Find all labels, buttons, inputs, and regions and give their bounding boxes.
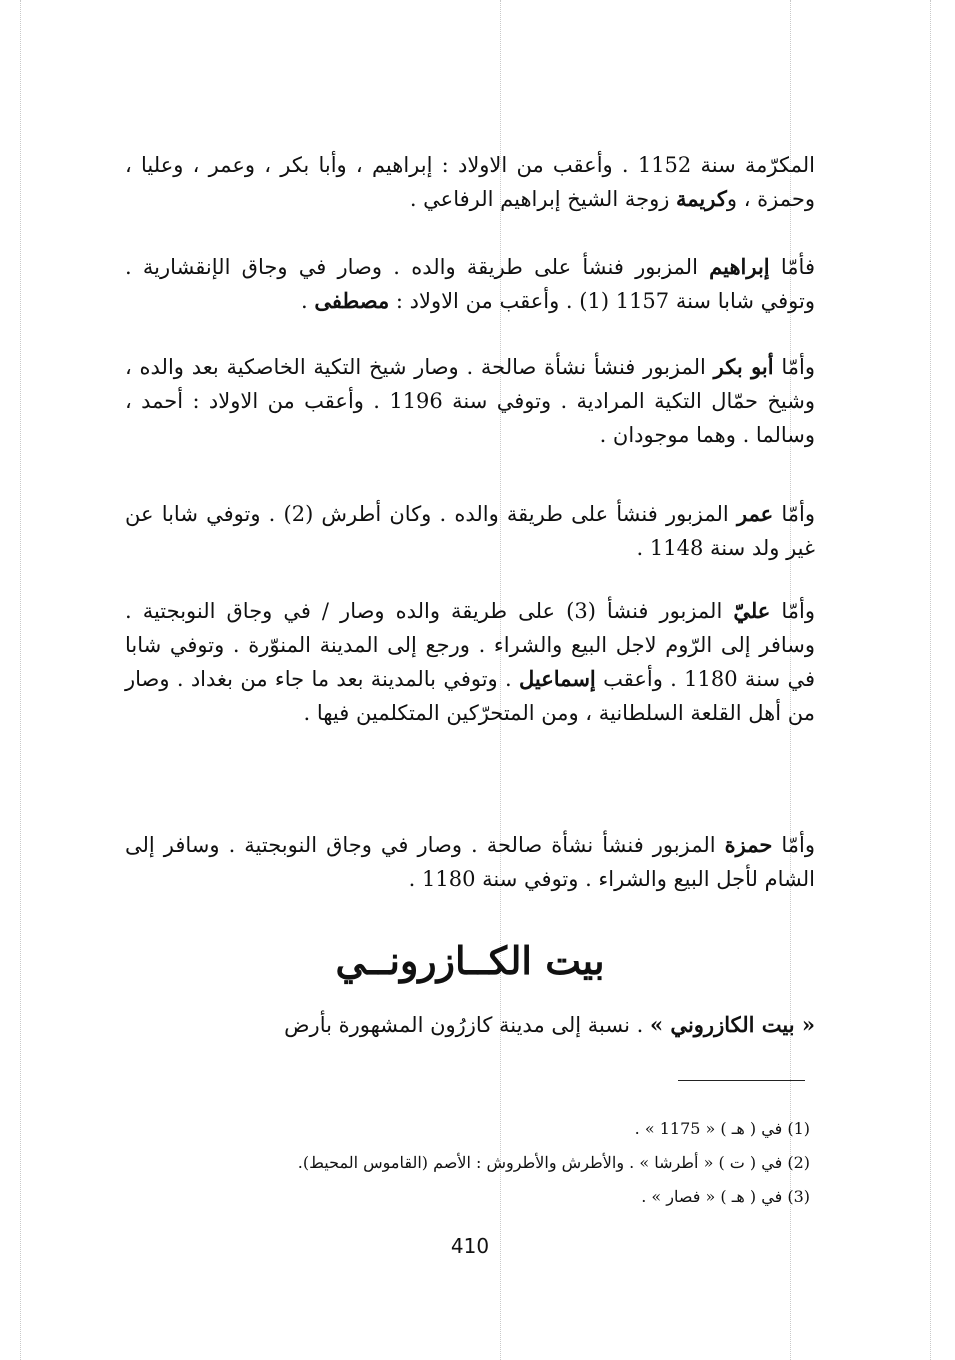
- bold-name: إبراهيم: [709, 254, 770, 279]
- text-run: زوجة الشيخ إبراهيم الرفاعي .: [409, 187, 677, 211]
- footnote-3: (3) في ( هـ ) « فصار » .: [641, 1187, 810, 1206]
- text-run: وأمّا: [773, 502, 815, 526]
- section-intro-text: [125, 1008, 815, 1042]
- text-run: . وتوفي بالمدينة بعد ما جاء من بغداد . وصار من أهل القلعة السلطانية ، ومن المتحرّكين المتكلمين فيها .: [125, 667, 815, 725]
- paragraph-4: [125, 497, 815, 565]
- bold-name: أبو بكر: [713, 354, 774, 379]
- paragraph-text: [125, 350, 815, 452]
- paragraph-1: [125, 148, 815, 216]
- text-run: وأمّا: [773, 355, 815, 379]
- paragraph-text: [125, 594, 815, 730]
- text-run: وأمّا: [772, 833, 815, 857]
- footnote-2: (2) في ( ت ) « أطرشا » . والأطرش والأطروش : الأصم (القاموس المحيط).: [297, 1153, 810, 1172]
- text-run: فأمّا: [769, 255, 815, 279]
- section-title: بيت الكــازرونــي: [335, 938, 605, 983]
- text-run: المكرّمة سنة 1152 . وأعقب من الاولاد :: [432, 153, 815, 177]
- text-run: ، وأبا بكر ، وعمر ، وعليا ، وحمزة ، و: [125, 153, 815, 211]
- paragraph-3: [125, 350, 815, 452]
- bold-name: كريمة: [676, 186, 727, 211]
- text-run: إبراهيم: [371, 153, 433, 177]
- paragraph-5: [125, 594, 815, 730]
- paragraph-text: [125, 250, 815, 318]
- scan-margin-line: [20, 0, 21, 1360]
- bold-name: حمزة: [724, 832, 773, 857]
- paragraph-text: [125, 148, 815, 216]
- bold-name: « بيت الكازروني »: [650, 1012, 815, 1037]
- footnote-1: (1) في ( هـ ) « 1175 » .: [634, 1119, 810, 1138]
- footnote-divider: [678, 1080, 805, 1081]
- paragraph-text: [125, 497, 815, 565]
- bold-name: إسماعيل: [519, 666, 596, 691]
- bold-name: عليّ: [733, 598, 771, 623]
- bold-name: مصطفى: [314, 288, 390, 313]
- text-run: المزبور فنشأ على طريقة والده . وصار في وجاق الإنقشارية . وتوفي شابا سنة 1157 (1) . وأعقب من الاولاد :: [125, 255, 815, 313]
- paragraph-2: [125, 250, 815, 318]
- text-run: المزبور فنشأ نشأة صالحة . وصار في وجاق النوبجتية . وسافر إلى الشام لأجل البيع والشراء . وتوفي سنة 1180 .: [125, 833, 815, 891]
- paragraph-6: [125, 828, 815, 896]
- paragraph-text: [125, 828, 815, 896]
- text-run: .: [301, 289, 315, 313]
- text-run: المزبور فنشأ نشأة صالحة . وصار شيخ التكية الخاصكية بعد والده ، وشيخ حمّال التكية المرادية . وتوفي سنة 1196 . وأعقب من الاولاد : أحمد ، وسالما . وهما موجودان .: [125, 355, 815, 447]
- page-number: 410: [450, 1234, 490, 1258]
- text-run: المزبور فنشأ على طريقة والده . وكان أطرش (2) . وتوفي شابا عن غير ولد سنة 1148 .: [125, 502, 815, 560]
- bold-name: عمر: [736, 501, 774, 526]
- text-run: المزبور فنشأ (3) على طريقة والده وصار / في وجاق النوبجتية . وسافر إلى الرّوم لاجل البيع والشراء . ورجع إلى المدينة المنوّرة . وتوفي شابا في سنة 1180 . وأعقب: [125, 599, 815, 691]
- scan-edge-line: [930, 0, 931, 1360]
- text-run: . نسبة إلى مدينة كازرُون المشهورة بأرض: [284, 1013, 650, 1037]
- text-run: وأمّا: [770, 599, 815, 623]
- section-intro: [125, 1008, 815, 1042]
- footnotes: [297, 1112, 810, 1214]
